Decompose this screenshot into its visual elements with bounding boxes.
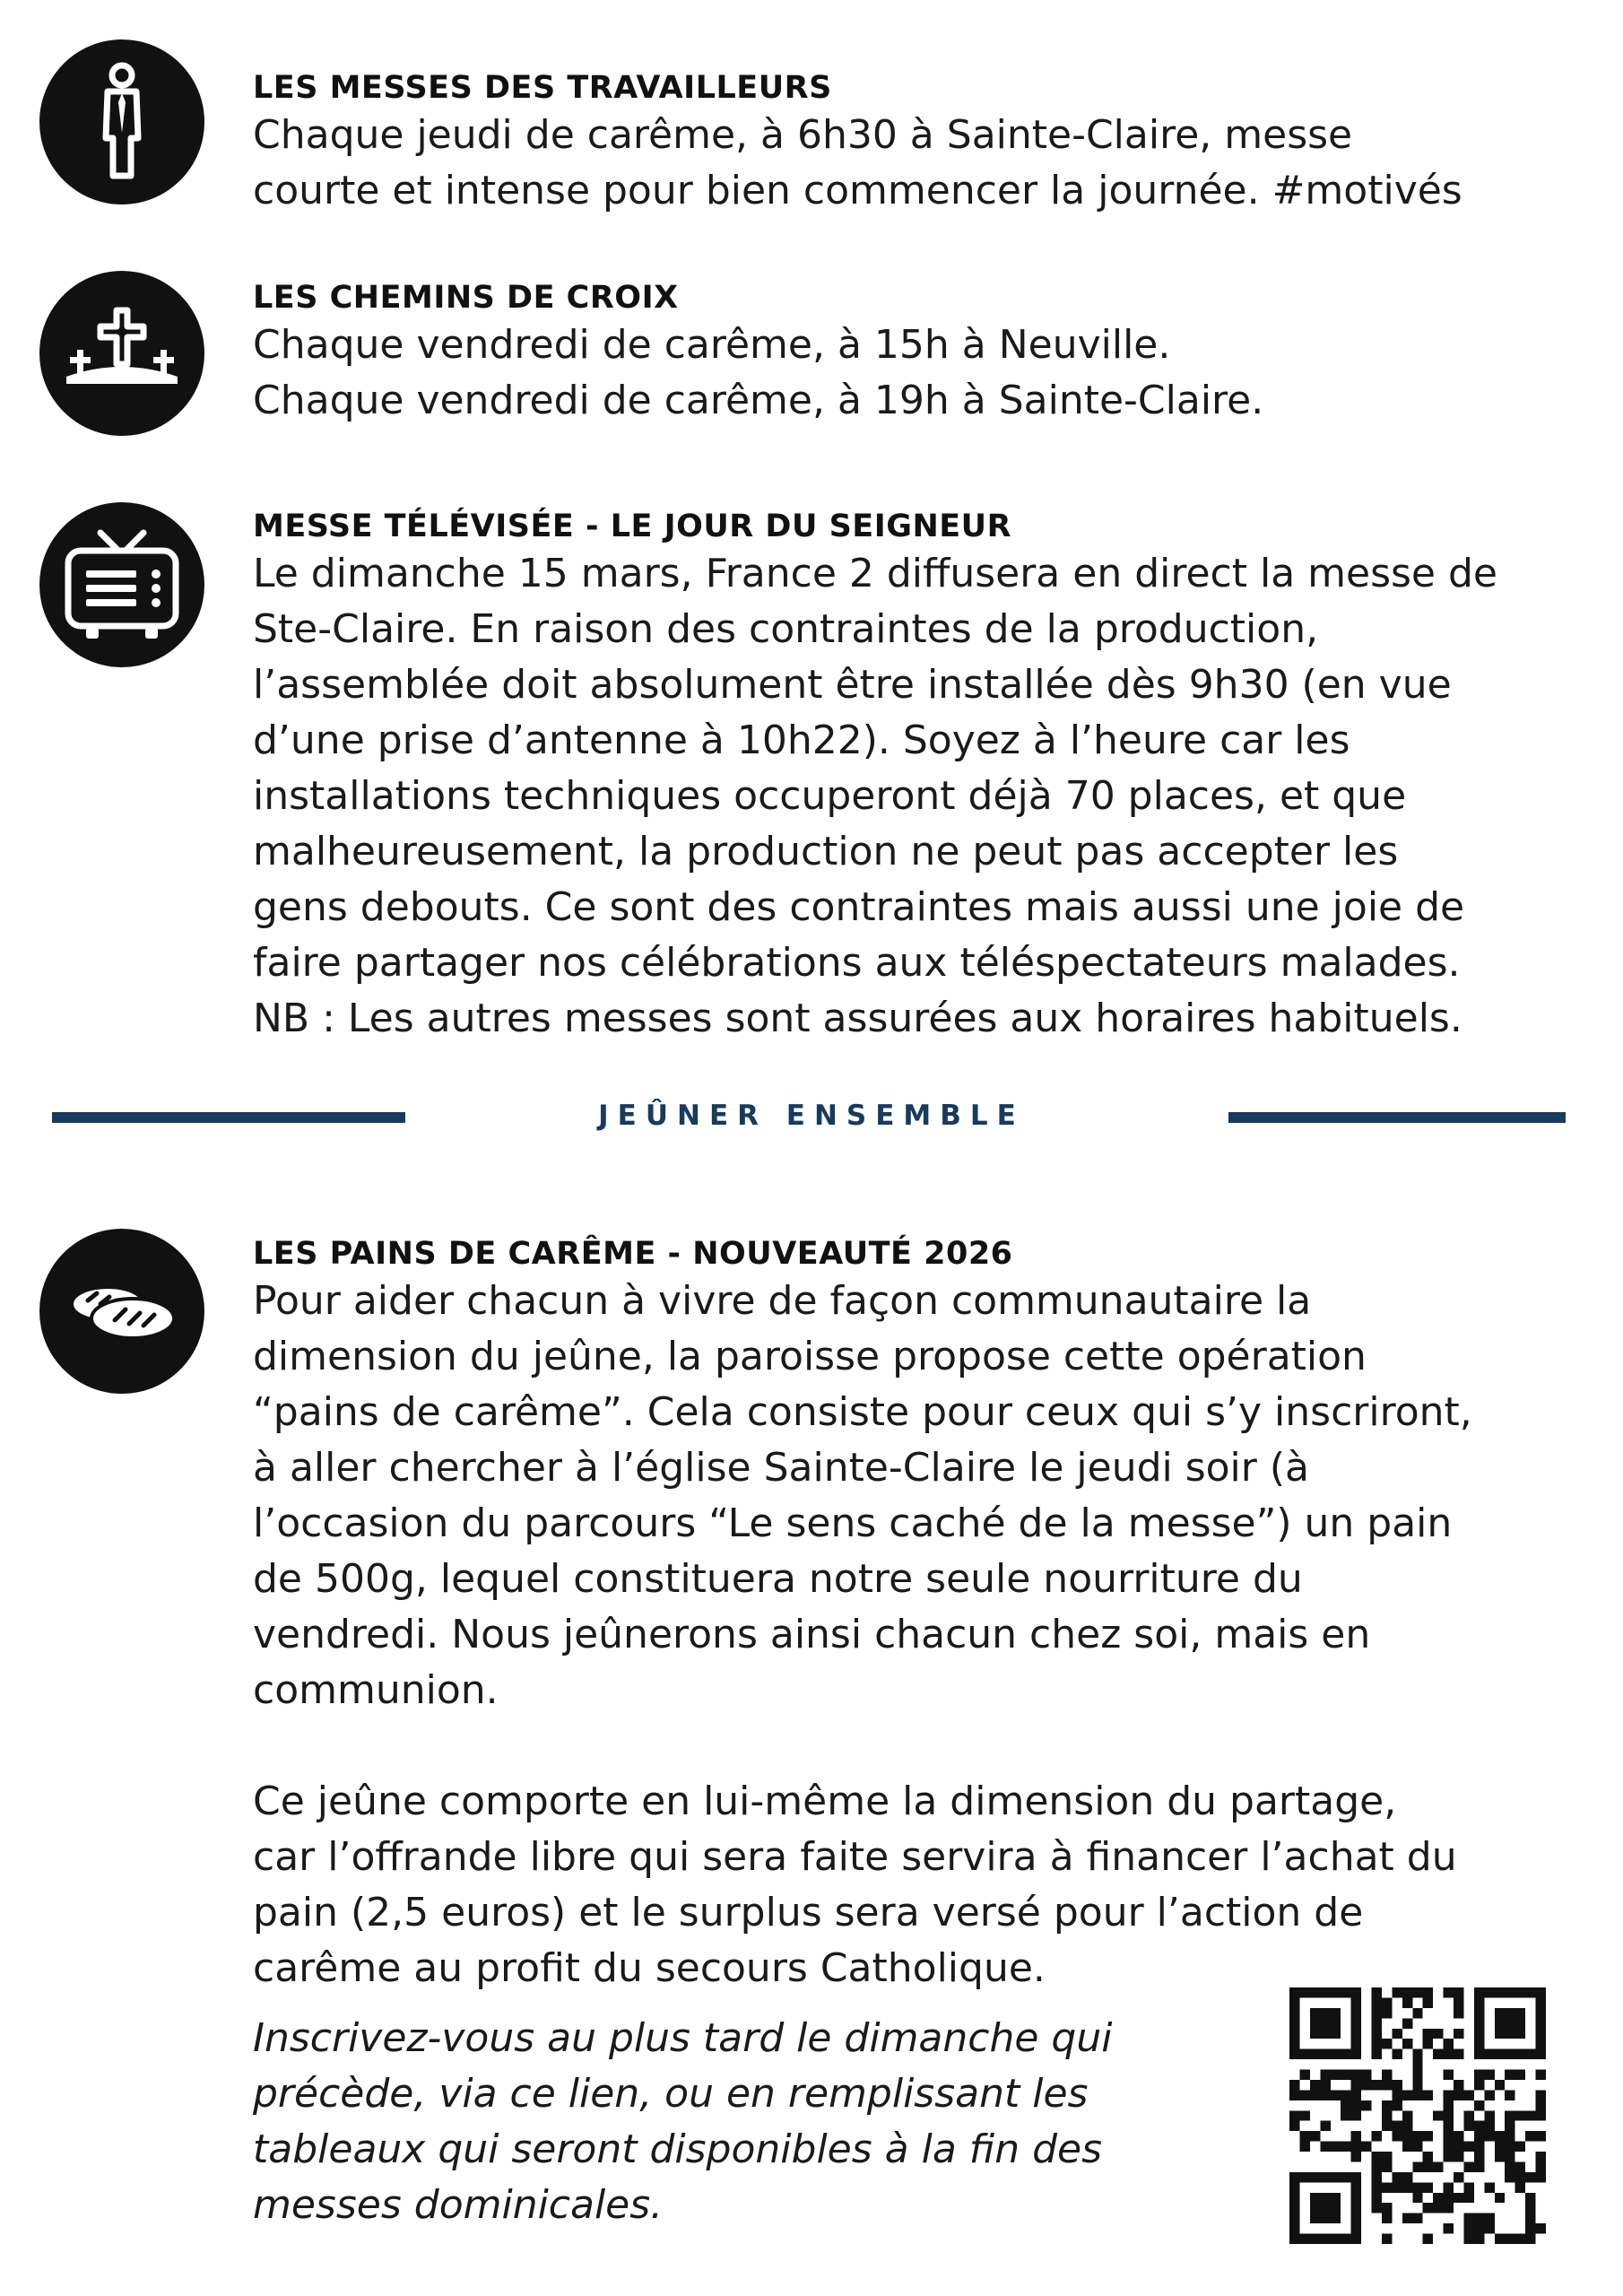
section-body: Chaque vendredi de carême, à 15h à Neuville. Chaque vendredi de carême, à 19h à Sainte-Claire. xyxy=(253,322,1264,423)
section-heading: LES CHEMINS DE CROIX xyxy=(253,280,679,316)
section-heading: LES MESSES DES TRAVAILLEURS xyxy=(253,70,832,106)
bread-paragraph-1: Pour aider chacun à vivre de façon communautaire la dimension du jeûne, la paroisse propose cette opération “pains de carême”. Cela consiste pour ceux qui s’y inscriront, à aller chercher à l’église Sainte-Claire le jeudi soir (à l’occasion du parcours “Le sens caché de la messe”) un pain de 500g, lequel constituera notre seule nourriture du vendredi. Nous jeûnerons ainsi chacun chez soi, mais en communion. xyxy=(253,1278,1472,1713)
tv-icon xyxy=(39,502,204,667)
section-divider-title: JEÛNER ENSEMBLE xyxy=(598,1100,1025,1132)
section-heading: LES PAINS DE CARÊME - NOUVEAUTÉ 2026 xyxy=(253,1236,1013,1272)
crosses-icon xyxy=(39,271,204,436)
divider-rule-right xyxy=(1228,1112,1566,1123)
section-body: Chaque jeudi de carême, à 6h30 à Sainte-Claire, messe courte et intense pour bien commencer la journée. #motivés xyxy=(253,112,1462,213)
worker-icon xyxy=(39,39,204,204)
registration-note: Inscrivez-vous au plus tard le dimanche qui précède, via ce lien, ou en remplissant les tableaux qui seront disponibles à la fin des messes dominicales. xyxy=(253,2015,1113,2228)
bread-paragraph-2: Ce jeûne comporte en lui-même la dimension du partage, car l’offrande libre qui sera faite servira à financer l’achat du pain (2,5 euros) et le surplus sera versé pour l’action de carême au profit du secours Catholique. xyxy=(253,1779,1457,1991)
section-heading: MESSE TÉLÉVISÉE - LE JOUR DU SEIGNEUR xyxy=(253,509,1012,544)
section-body: Le dimanche 15 mars, France 2 diffusera en direct la messe de Ste-Claire. En raison des contraintes de la production, l’assemblée doit absolument être installée dès 9h30 (en vue d’une prise d’antenne à 10h22). Soyez à l’heure car les installations techniques occuperont déjà 70 places, et que malheureusement, la production ne peut pas accepter les gens debouts. Ce sont des contraintes mais aussi une joie de faire partager nos célébrations aux téléspectateurs malades. NB : Les autres messes sont assurées aux horaires habituels. xyxy=(253,551,1497,1041)
bread-icon xyxy=(39,1229,204,1394)
qr-code-icon[interactable] xyxy=(1289,1987,1546,2244)
section-stations-of-cross xyxy=(253,278,1598,429)
section-workers-mass xyxy=(253,68,1598,219)
section-televised-mass xyxy=(253,507,1598,1047)
